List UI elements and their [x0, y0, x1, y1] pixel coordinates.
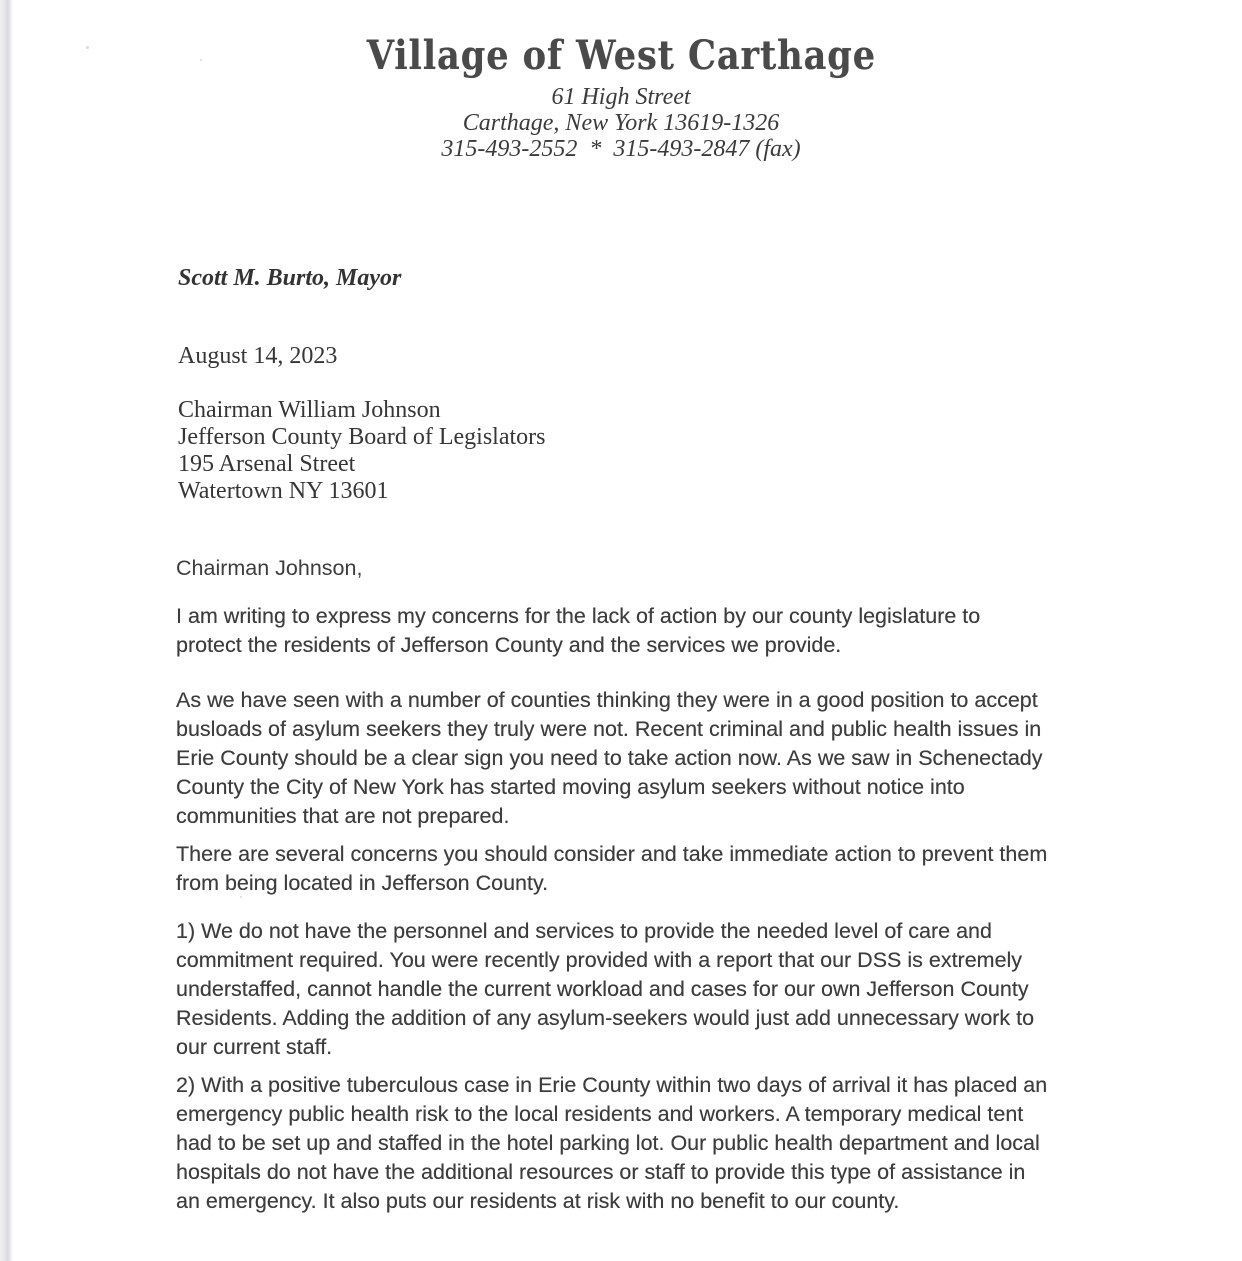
recipient-name: Chairman William Johnson	[178, 397, 441, 423]
sender-name-title: Scott M. Burto, Mayor	[178, 265, 402, 291]
body-paragraph-point-1: 1) We do not have the personnel and services to provide the needed level of care and commitment required. You were recently provided with a report that our DSS is extremely understaffed, cannot handle the current workload and cases for our own Jefferson County Residents. Adding the addition of any asylum-seekers would just add unnecessary work to our current staff.	[176, 919, 1035, 1059]
letterhead-street: 61 High Street	[551, 84, 691, 110]
letterhead-org-name: Village of West Carthage	[366, 32, 876, 79]
recipient-street: 195 Arsenal Street	[178, 451, 356, 477]
letterhead-phone-fax: 315-493-2552 * 315-493-2847 (fax)	[441, 136, 801, 162]
letterhead-city-state-zip: Carthage, New York 13619-1326	[462, 110, 780, 136]
letterhead	[0, 0, 1242, 162]
body-paragraph-concerns-lead: There are several concerns you should consider and take immediate action to prevent them from being located in Jefferson County.	[176, 842, 1048, 895]
recipient-address-block	[178, 397, 1242, 505]
body-paragraph-point-2: 2) With a positive tuberculous case in Erie County within two days of arrival it has placed an emergency public health risk to the local residents and workers. A temporary medical tent had to be set up and staffed in the hotel parking lot. Our public health department and local hospitals do not have the additional resources or staff to provide this type of assistance in an emergency. It also puts our residents at risk with no benefit to our county.	[176, 1073, 1048, 1213]
body-paragraph-context: As we have seen with a number of counties thinking they were in a good position to accept busloads of asylum seekers they truly were not. Recent criminal and public health issues in Erie County should be a clear sign you need to take action now. As we saw in Schenectady County the City of New York has started moving asylum seekers without notice into communities that are not prepared.	[176, 688, 1043, 828]
letter-date: August 14, 2023	[178, 343, 338, 369]
salutation: Chairman Johnson,	[176, 556, 363, 580]
body-paragraph-intro: I am writing to express my concerns for the lack of action by our county legislature to protect the residents of Jefferson County and the services we provide.	[176, 604, 981, 657]
recipient-organization: Jefferson County Board of Legislators	[178, 424, 546, 450]
recipient-city-state-zip: Watertown NY 13601	[178, 478, 389, 504]
